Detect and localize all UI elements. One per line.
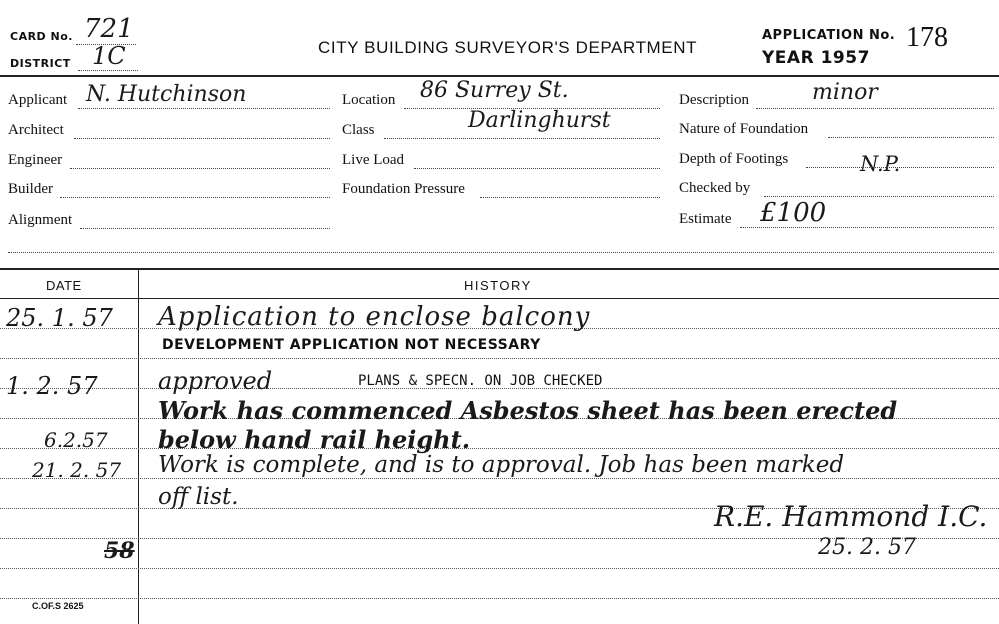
alignment-label: Alignment (8, 212, 73, 228)
estimate-label: Estimate (679, 211, 732, 227)
form-code: C.OF.S 2625 (32, 601, 84, 611)
history-header: HISTORY (464, 278, 532, 293)
entry-2-stamp: PLANS & SPECN. ON JOB CHECKED (358, 373, 603, 389)
struck-number: 58 (104, 538, 135, 564)
depth-of-footings-label: Depth of Footings (679, 151, 789, 167)
column-divider (138, 268, 139, 624)
table-header-rule (0, 298, 999, 299)
date-header: DATE (46, 278, 82, 293)
depth-of-footings-value: N.P. (860, 152, 901, 176)
district-label: DISTRICT (10, 57, 71, 70)
nature-of-foundation-label: Nature of Foundation (679, 121, 809, 137)
entry-3-text: Work has commenced Asbestos sheet has been erected (158, 396, 898, 425)
entry-4-text: below hand rail height. (158, 425, 471, 454)
table-top-rule (0, 268, 999, 270)
year-label: YEAR 1957 (762, 48, 870, 68)
checked-by-label: Checked by (679, 180, 751, 196)
class-value: Darlinghurst (468, 108, 611, 133)
location-value: 86 Surrey St. (420, 78, 569, 103)
signature: R.E. Hammond I.C. (714, 500, 988, 533)
applicant-label: Applicant (8, 92, 68, 108)
entry-1-date: 25. 1. 57 (6, 304, 113, 332)
department-title: CITY BUILDING SURVEYOR'S DEPARTMENT (318, 38, 698, 57)
entry-2-date: 1. 2. 57 (6, 372, 98, 400)
application-number-label: APPLICATION No. (762, 28, 896, 43)
card-number-value: 721 (84, 14, 134, 44)
entry-5-text: Work is complete, and is to approval. Job has been marked (158, 452, 845, 478)
description-label: Description (679, 92, 749, 108)
live-load-label: Live Load (342, 152, 405, 168)
header-rule (0, 75, 999, 77)
entry-6-text: off list. (158, 484, 239, 510)
estimate-value: £100 (760, 198, 827, 228)
entry-5-date: 21. 2. 57 (32, 458, 122, 482)
builder-label: Builder (8, 181, 53, 197)
class-label: Class (342, 122, 375, 138)
entry-4-date: 6.2.57 (44, 428, 108, 452)
signature-date: 25. 2. 57 (818, 535, 916, 560)
application-number-value: 178 (906, 22, 948, 53)
entry-1-text: Application to enclose balcony (158, 302, 591, 332)
architect-label: Architect (8, 122, 64, 138)
district-value: 1C (92, 42, 126, 70)
entry-2-text: approved (158, 367, 273, 395)
applicant-value: N. Hutchinson (86, 82, 247, 107)
entry-1-stamp: DEVELOPMENT APPLICATION NOT NECESSARY (162, 337, 541, 353)
engineer-label: Engineer (8, 152, 63, 168)
description-value: minor (812, 80, 878, 105)
location-label: Location (342, 92, 396, 108)
foundation-pressure-label: Foundation Pressure (342, 181, 465, 197)
card-number-label: CARD No. (10, 30, 73, 43)
